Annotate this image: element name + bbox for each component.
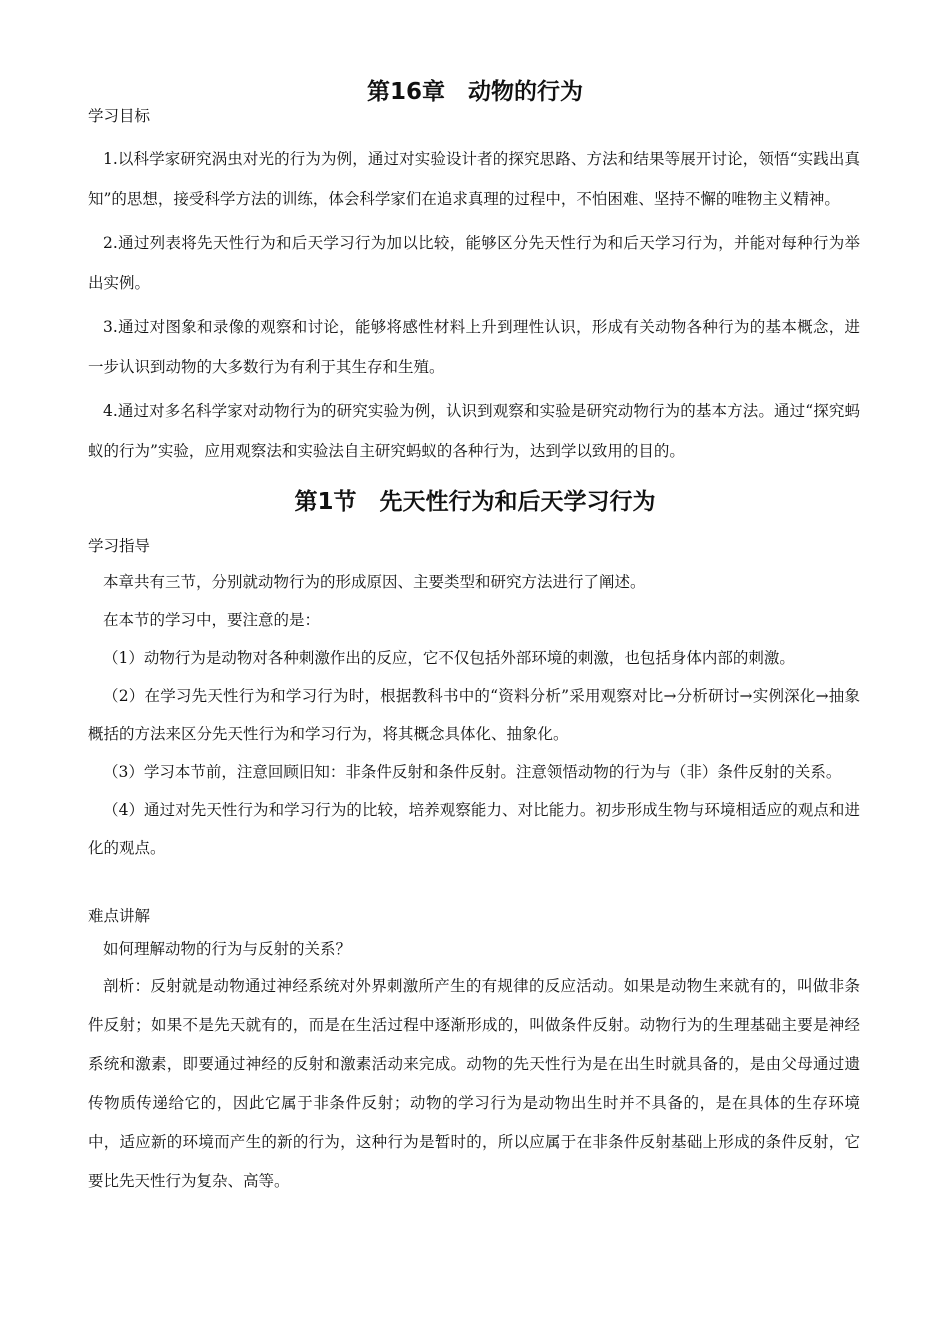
guide-item: （3）学习本节前，注意回顾旧知：非条件反射和条件反射。注意领悟动物的行为与（非）条件反射的关系。 (103, 763, 842, 781)
difficulty-heading: 难点讲解 (88, 907, 151, 925)
guide-item: 本章共有三节，分别就动物行为的形成原因、主要类型和研究方法进行了阐述。 (103, 573, 646, 591)
goal-item: 4.通过对多名科学家对动物行为的研究实验为例，认识到观察和实验是研究动物行为的基本方法。通过“探究蚂蚁的行为”实验，应用观察法和实验法自主研究蚂蚁的各种行为，达到学以致用的目的。 (88, 402, 860, 460)
goal-item: 2.通过列表将先天性行为和后天学习行为加以比较，能够区分先天性行为和后天学习行为，并能对每种行为举出实例。 (88, 234, 860, 292)
guide-item: 在本节的学习中，要注意的是： (103, 611, 321, 629)
difficulty-analysis: 剖析：反射就是动物通过神经系统对外界刺激所产生的有规律的反应活动。如果是动物生来就有的，叫做非条件反射；如果不是先天就有的，而是在生活过程中逐渐形成的，叫做条件反射。动物行为的生理基础主要是神经系统和激素，即要通过神经的反射和激素活动来完成。动物的先天性行为是在出生时就具备的，是由父母通过遗传物质传递给它的，因此它属于非条件反射；动物的学习行为是动物出生时并不具备的，是在具体的生存环境中，适应新的环境而产生的新的行为，这种行为是暂时的，所以应属于在非条件反射基础上形成的条件反射，它要比先天性行为复杂、高等。 (88, 977, 860, 1190)
guide-item: （1）动物行为是动物对各种刺激作出的反应，它不仅包括外部环境的刺激，也包括身体内部的刺激。 (103, 649, 795, 667)
study-guide-heading: 学习指导 (88, 537, 151, 555)
guide-item: （2）在学习先天性行为和学习行为时，根据教科书中的“资料分析”采用观察对比→分析研讨→实例深化→抽象概括的方法来区分先天性行为和学习行为，将其概念具体化、抽象化。 (88, 687, 860, 743)
difficulty-block (88, 905, 860, 1201)
learning-goals-block (88, 105, 860, 475)
section-title: 第1节 先天性行为和后天学习行为 (294, 489, 656, 515)
goal-item: 3.通过对图象和录像的观察和讨论，能够将感性材料上升到理性认识，形成有关动物各种行为的基本概念，进一步认识到动物的大多数行为有利于其生存和生殖。 (88, 318, 860, 376)
guide-item: （4）通过对先天性行为和学习行为的比较，培养观察能力、对比能力。初步形成生物与环境相适应的观点和进化的观点。 (88, 801, 860, 857)
chapter-title: 第16章 动物的行为 (366, 79, 583, 105)
study-guide-block (88, 535, 860, 867)
difficulty-question: 如何理解动物的行为与反射的关系？ (103, 940, 352, 958)
goal-item: 1.以科学家研究涡虫对光的行为为例，通过对实验设计者的探究思路、方法和结果等展开讨论，领悟“实践出真知”的思想，接受科学方法的训练，体会科学家们在追求真理的过程中，不怕困难、坚持不懈的唯物主义精神。 (88, 150, 860, 208)
learning-goals-heading: 学习目标 (88, 107, 151, 125)
